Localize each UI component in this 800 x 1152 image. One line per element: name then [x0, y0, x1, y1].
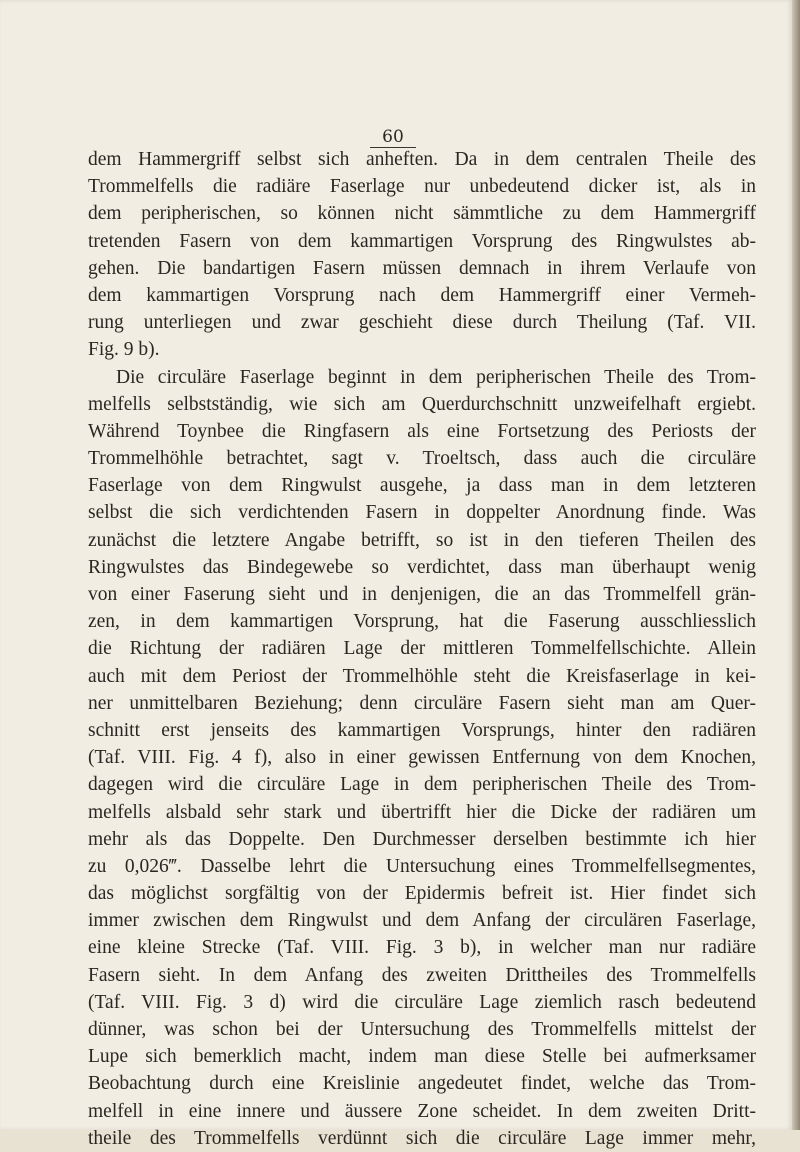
text-line: Trommelhöhle betrachtet, sagt v. Troeltsch, dass auch die circuläre — [88, 448, 756, 470]
text-line: dagegen wird die circuläre Lage in dem peripherischen Theile des Trom- — [88, 774, 756, 796]
text-line: immer zwischen dem Ringwulst und dem Anfang der circulären Faserlage, — [88, 910, 756, 932]
text-line: Die circuläre Faserlage beginnt in dem peripherischen Theile des Trom- — [116, 366, 756, 388]
text-line: zu 0,026‴. Dasselbe lehrt die Untersuchung eines Trommelfellsegmentes, — [88, 855, 756, 877]
text-line: mehr als das Doppelte. Den Durchmesser derselben bestimmte ich hier — [88, 828, 756, 850]
text-line: von einer Faserung sieht und in denjenigen, die an das Trommelfell grän- — [88, 584, 756, 605]
text-line: melfells selbstständig, wie sich am Querdurchschnitt unzweifelhaft ergiebt. — [88, 393, 756, 415]
text-line: tretenden Fasern von dem kammartigen Vorsprung des Ringwulstes ab- — [88, 230, 756, 252]
text-line: ner unmittelbaren Beziehung; denn circuläre Fasern sieht man am Quer- — [88, 692, 756, 714]
page-edge — [792, 0, 800, 1130]
text-line: dem peripherischen, so können nicht sämmtliche zu dem Hammergriff — [88, 203, 756, 225]
text-line: melfell in eine innere und äussere Zone scheidet. In dem zweiten Dritt- — [88, 1100, 756, 1122]
text-line: schnitt erst jenseits des kammartigen Vorsprungs, hinter den radiären — [88, 719, 756, 741]
text-line: Lupe sich bemerklich macht, indem man diese Stelle bei aufmerksamer — [88, 1046, 756, 1068]
page-number: 60 — [370, 127, 416, 148]
text-line: Während Toynbee die Ringfasern als eine Fortsetzung des Periosts der — [88, 420, 756, 442]
text-line: selbst die sich verdichtenden Fasern in doppelter Anordnung finde. Was — [88, 502, 756, 524]
text-line: Faserlage von dem Ringwulst ausgehe, ja dass man in dem letzteren — [88, 475, 756, 497]
text-line: Fig. 9 b). — [88, 339, 160, 361]
text-line: rung unterliegen und zwar geschieht diese durch Theilung (Taf. VII. — [88, 312, 756, 334]
text-line: auch mit dem Periost der Trommelhöhle steht die Kreisfaserlage in kei- — [88, 665, 756, 687]
text-line: zunächst die letztere Angabe betrifft, so ist in den tieferen Theilen des — [88, 529, 756, 551]
text-line: dem kammartigen Vorsprung nach dem Hammergriff einer Vermeh- — [88, 284, 756, 306]
text-line: Trommelfells die radiäre Faserlage nur unbedeutend dicker ist, als in — [88, 176, 756, 198]
body-text — [88, 146, 756, 1152]
text-line: (Taf. VIII. Fig. 4 f), also in einer gewissen Entfernung von dem Knochen, — [88, 747, 756, 769]
text-line: melfells alsbald sehr stark und übertrifft hier die Dicke der radiären um — [88, 801, 756, 823]
text-line: theile des Trommelfells verdünnt sich die circuläre Lage immer mehr, — [88, 1127, 756, 1149]
text-line: das möglichst sorgfältig von der Epidermis befreit ist. Hier findet sich — [88, 883, 756, 905]
text-line: dem Hammergriff selbst sich anheften. Da in dem centralen Theile des — [88, 149, 756, 170]
text-line: (Taf. VIII. Fig. 3 d) wird die circuläre Lage ziemlich rasch bedeutend — [88, 991, 756, 1013]
text-line: Ringwulstes das Bindegewebe so verdichtet, dass man überhaupt wenig — [88, 556, 756, 578]
text-line: zen, in dem kammartigen Vorsprung, hat die Faserung ausschliesslich — [88, 611, 756, 633]
text-line: die Richtung der radiären Lage der mittleren Tommelfellschichte. Allein — [88, 638, 756, 660]
text-line: Fasern sieht. In dem Anfang des zweiten Drittheiles des Trommelfells — [88, 964, 756, 986]
text-line: eine kleine Strecke (Taf. VIII. Fig. 3 b), in welcher man nur radiäre — [88, 937, 756, 959]
text-line: gehen. Die bandartigen Fasern müssen demnach in ihrem Verlaufe von — [88, 257, 756, 279]
text-line: Beobachtung durch eine Kreislinie angedeutet findet, welche das Trom- — [88, 1073, 756, 1095]
text-line: dünner, was schon bei der Untersuchung des Trommelfells mittelst der — [88, 1019, 756, 1040]
